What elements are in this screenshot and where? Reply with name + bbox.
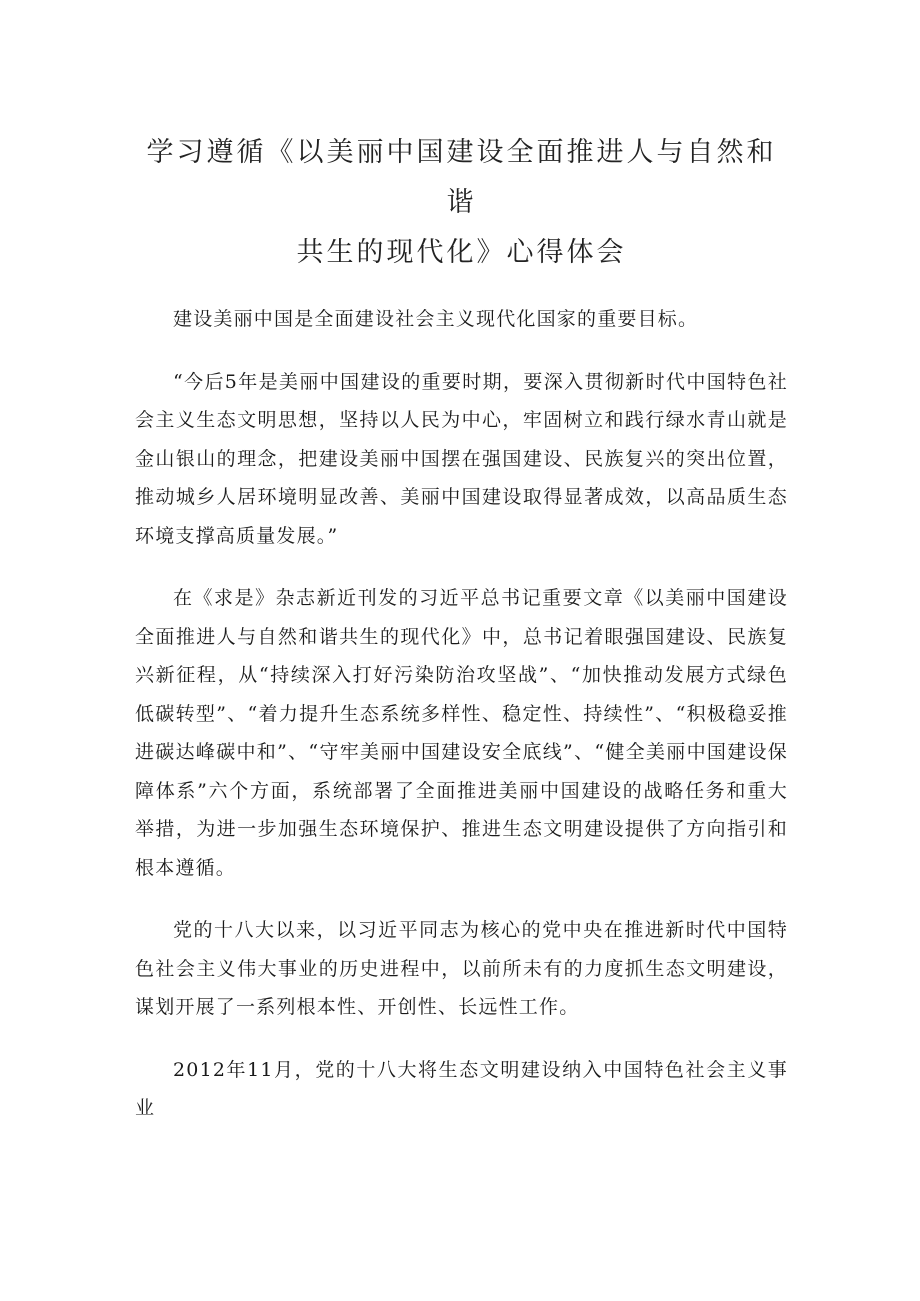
title-line-2: 共生的现代化》心得体会 — [296, 237, 627, 268]
paragraph-2: “今后5年是美丽中国建设的重要时期，要深入贯彻新时代中国特色社会主义生态文明思想，坚持以人民为中心，牢固树立和践行绿水青山就是金山银山的理念，把建设美丽中国摆在强国建设、民族复兴的突出位置，推动城乡人居环境明显改善、美丽中国建设取得显著成效，以高品质生态环境支撑高质量发展。” — [135, 370, 788, 547]
document-title — [135, 128, 788, 278]
paragraph-3: 在《求是》杂志新近刊发的习近平总书记重要文章《以美丽中国建设全面推进人与自然和谐共生的现代化》中，总书记着眼强国建设、民族复兴新征程，从“持续深入打好污染防治攻坚战”、“加快推动发展方式绿色低碳转型”、“着力提升生态系统多样性、稳定性、持续性”、“积极稳妥推进碳达峰碳中和”、“守牢美丽中国建设安全底线”、“健全美丽中国建设保障体系”六个方面，系统部署了全面推进美丽中国建设的战略任务和重大举措，为进一步加强生态环境保护、推进生态文明建设提供了方向指引和根本遵循。 — [135, 587, 788, 879]
paragraph-1: 建设美丽中国是全面建设社会主义现代化国家的重要目标。 — [173, 308, 699, 330]
paragraph-5: 2012年11月，党的十八大将生态文明建设纳入中国特色社会主义事业 — [135, 1058, 788, 1119]
title-line-1: 学习遵循《以美丽中国建设全面推进人与自然和谐 — [146, 137, 777, 218]
document-body — [135, 300, 788, 1128]
paragraph-4: 党的十八大以来，以习近平同志为核心的党中央在推进新时代中国特色社会主义伟大事业的历史进程中，以前所未有的力度抓生态文明建设，谋划开展了一系列根本性、开创性、长远性工作。 — [135, 919, 788, 1018]
